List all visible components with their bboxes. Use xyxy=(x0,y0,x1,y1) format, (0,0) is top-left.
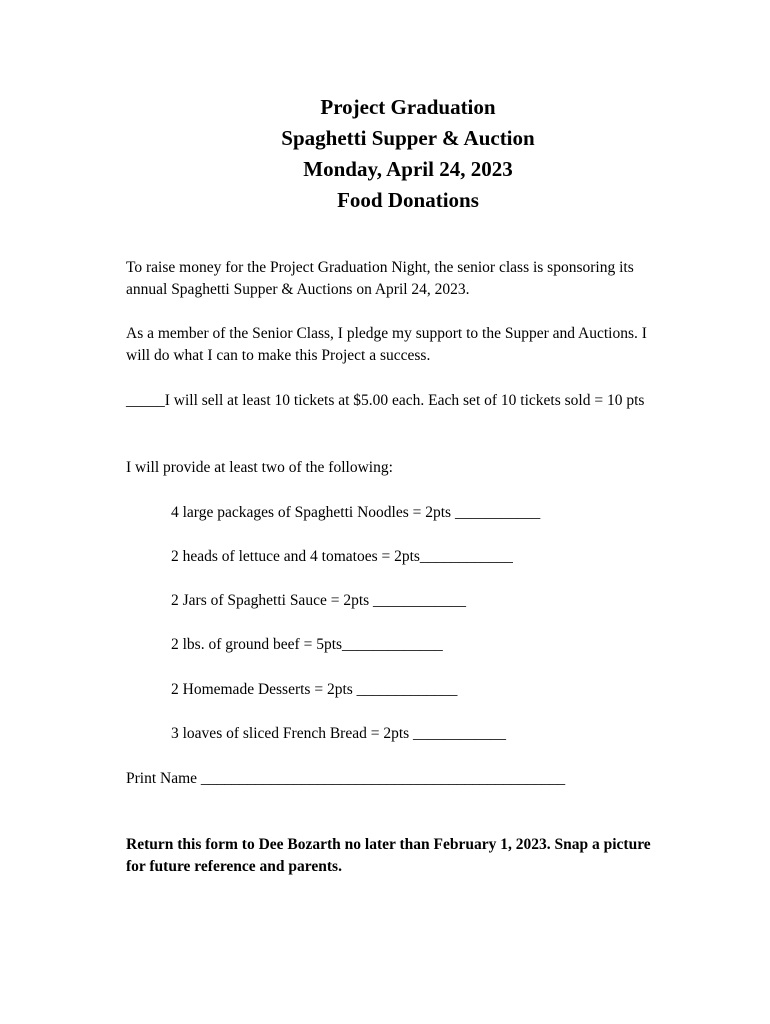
tickets-pledge-line xyxy=(126,390,706,412)
pledge-line-2: will do what I can to make this Project a success. xyxy=(126,347,431,364)
donation-item-sauce: 2 Jars of Spaghetti Sauce = 2pts ____________ xyxy=(171,592,467,609)
title-line-supper: Spaghetti Supper & Auction xyxy=(281,126,535,150)
document-title xyxy=(0,92,770,216)
tickets-text: _____I will sell at least 10 tickets at $5.00 each. Each set of 10 tickets sold = 10 pts xyxy=(126,392,645,409)
pledge-line-1: As a member of the Senior Class, I pledge my support to the Supper and Auctions. I xyxy=(126,325,647,342)
donation-item-noodles: 4 large packages of Spaghetti Noodles = 2pts ___________ xyxy=(171,504,541,521)
pledge-paragraph xyxy=(126,323,706,367)
donation-item-ground-beef: 2 lbs. of ground beef = 5pts_____________ xyxy=(171,636,443,653)
title-line-subject: Food Donations xyxy=(337,188,479,212)
print-name-field xyxy=(126,768,706,790)
return-line-1: Return this form to Dee Bozarth no later than February 1, 2023. Snap a picture xyxy=(126,836,651,853)
intro-line-2: annual Spaghetti Supper & Auctions on April 24, 2023. xyxy=(126,281,470,298)
intro-line-1: To raise money for the Project Graduation Night, the senior class is sponsoring its xyxy=(126,259,634,276)
provide-heading xyxy=(126,457,706,479)
donation-item-desserts: 2 Homemade Desserts = 2pts _____________ xyxy=(171,681,458,698)
title-line-date: Monday, April 24, 2023 xyxy=(303,157,513,181)
provide-heading-text: I will provide at least two of the following: xyxy=(126,459,393,476)
print-name-text: Print Name _______________________________________________ xyxy=(126,770,566,787)
donation-item-french-bread: 3 loaves of sliced French Bread = 2pts ____________ xyxy=(171,725,507,742)
title-line-event: Project Graduation xyxy=(320,95,496,119)
donation-item-lettuce-tomatoes: 2 heads of lettuce and 4 tomatoes = 2pts____________ xyxy=(171,548,513,565)
return-line-2: for future reference and parents. xyxy=(126,858,342,875)
intro-paragraph xyxy=(126,257,706,301)
return-instructions xyxy=(126,834,726,878)
